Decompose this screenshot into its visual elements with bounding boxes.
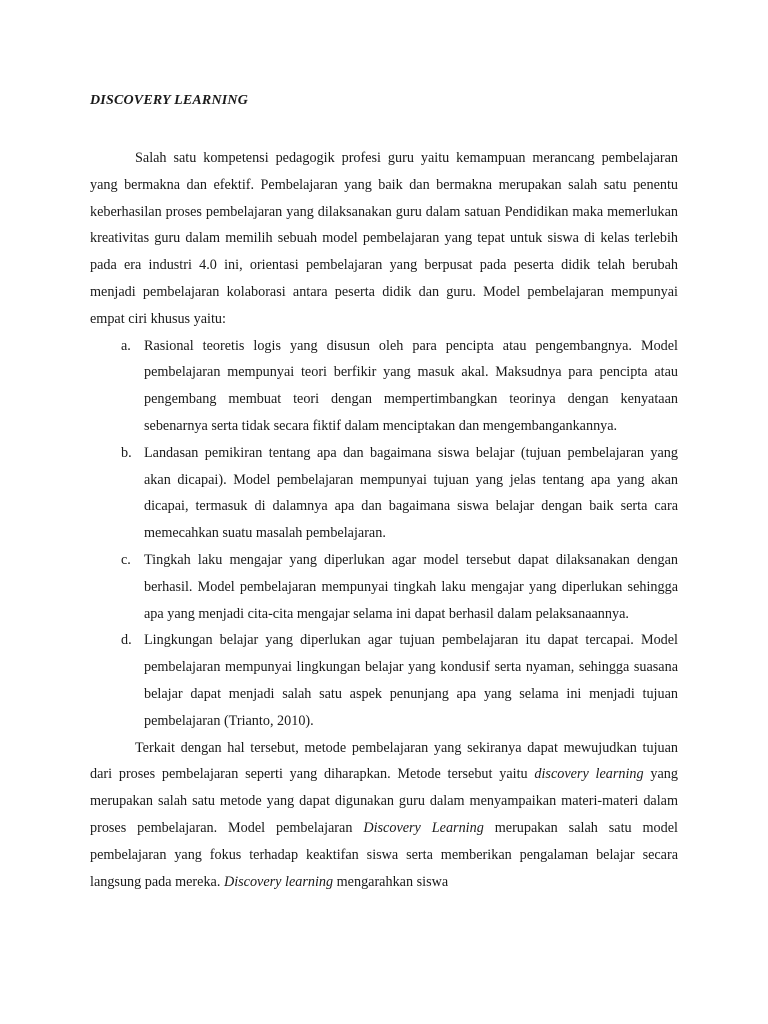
- list-item-text: Tingkah laku mengajar yang diperlukan agar model tersebut dapat dilaksanakan dengan berhasil. Model pembelajaran mempunyai tingkah laku mengajar yang diperlukan sehingga apa yang menjadi cita-cita mengajar selama ini dapat berhasil dalam pelaksanaannya.: [144, 551, 678, 622]
- list-item-text: Rasional teoretis logis yang disusun oleh para pencipta atau pengembangnya. Model pembelajaran mempunyai teori berfikir yang masuk akal. Maksudnya para pencipta atau pengembang membuat teori dengan mempertimbangkan teorinya dengan kenyataan sebenarnya serta tidak secara fiktif dalam menciptakan dan mengembangankannya.: [144, 337, 678, 434]
- closing-paragraph: [90, 735, 678, 896]
- list-marker: d.: [121, 632, 132, 649]
- document-body: [90, 145, 678, 895]
- document-title: DISCOVERY LEARNING: [90, 93, 249, 108]
- closing-text-4: mengarahkan siswa: [333, 873, 449, 890]
- closing-emphasis-2: Discovery Learning: [363, 819, 484, 836]
- list-marker: a.: [121, 337, 131, 354]
- closing-text-2: yang merupakan salah satu metode yang dapat digunakan guru dalam menyampaikan materi-materi dalam proses pembelajaran. Model pembelajaran: [90, 766, 678, 836]
- list-marker: b.: [121, 444, 132, 461]
- list-item: [90, 627, 678, 734]
- closing-emphasis-3: Discovery learning: [223, 873, 334, 890]
- list-item-text: Landasan pemikiran tentang apa dan bagaimana siswa belajar (tujuan pembelajaran yang akan dicapai). Model pembelajaran mempunyai tujuan yang jelas tentang apa yang akan dicapai, termasuk di dalamnya apa dan bagaimana siswa belajar dengan baik serta cara memecahkan suatu masalah pembelajaran.: [144, 444, 678, 542]
- intro-paragraph: Salah satu kompetensi pedagogik profesi guru yaitu kemampuan merancang pembelajaran yang bermakna dan efektif. Pembelajaran yang baik dan bermakna merupakan salah satu penentu keberhasilan proses pembelajaran yang dilaksanakan guru dalam satuan Pendidikan maka memerlukan kreativitas guru dalam memilih sebuah model pembelajaran yang tepat untuk siswa di kelas terlebih pada era industri 4.0 ini, orientasi pembelajaran yang berpusat pada peserta didik telah berubah menjadi pembelajaran kolaborasi antara peserta didik dan guru. Model pembelajaran mempunyai empat ciri khusus yaitu:: [90, 150, 678, 327]
- list-item: [90, 547, 678, 627]
- document-page: [90, 0, 678, 1024]
- list-item: [90, 440, 678, 547]
- closing-text-3: merupakan salah satu model pembelajaran yang fokus terhadap keaktifan siswa serta memberikan pengalaman belajar secara langsung pada mereka.: [90, 819, 678, 890]
- criteria-list: [90, 333, 678, 735]
- list-item: [90, 333, 678, 440]
- list-item-text: Lingkungan belajar yang diperlukan agar tujuan pembelajaran itu dapat tercapai. Model pembelajaran mempunyai lingkungan belajar yang kondusif serta nyaman, sehingga suasana belajar dapat menjadi salah satu aspek penunjang apa yang selama ini menjadi tujuan pembelajaran (Trianto, 2010).: [144, 632, 678, 729]
- closing-text-1: Terkait dengan hal tersebut, metode pembelajaran yang sekiranya dapat mewujudkan tujuan dari proses pembelajaran seperti yang diharapkan. Metode tersebut yaitu: [90, 739, 678, 783]
- list-marker: c.: [121, 551, 131, 568]
- closing-emphasis-1: discovery learning: [534, 766, 644, 783]
